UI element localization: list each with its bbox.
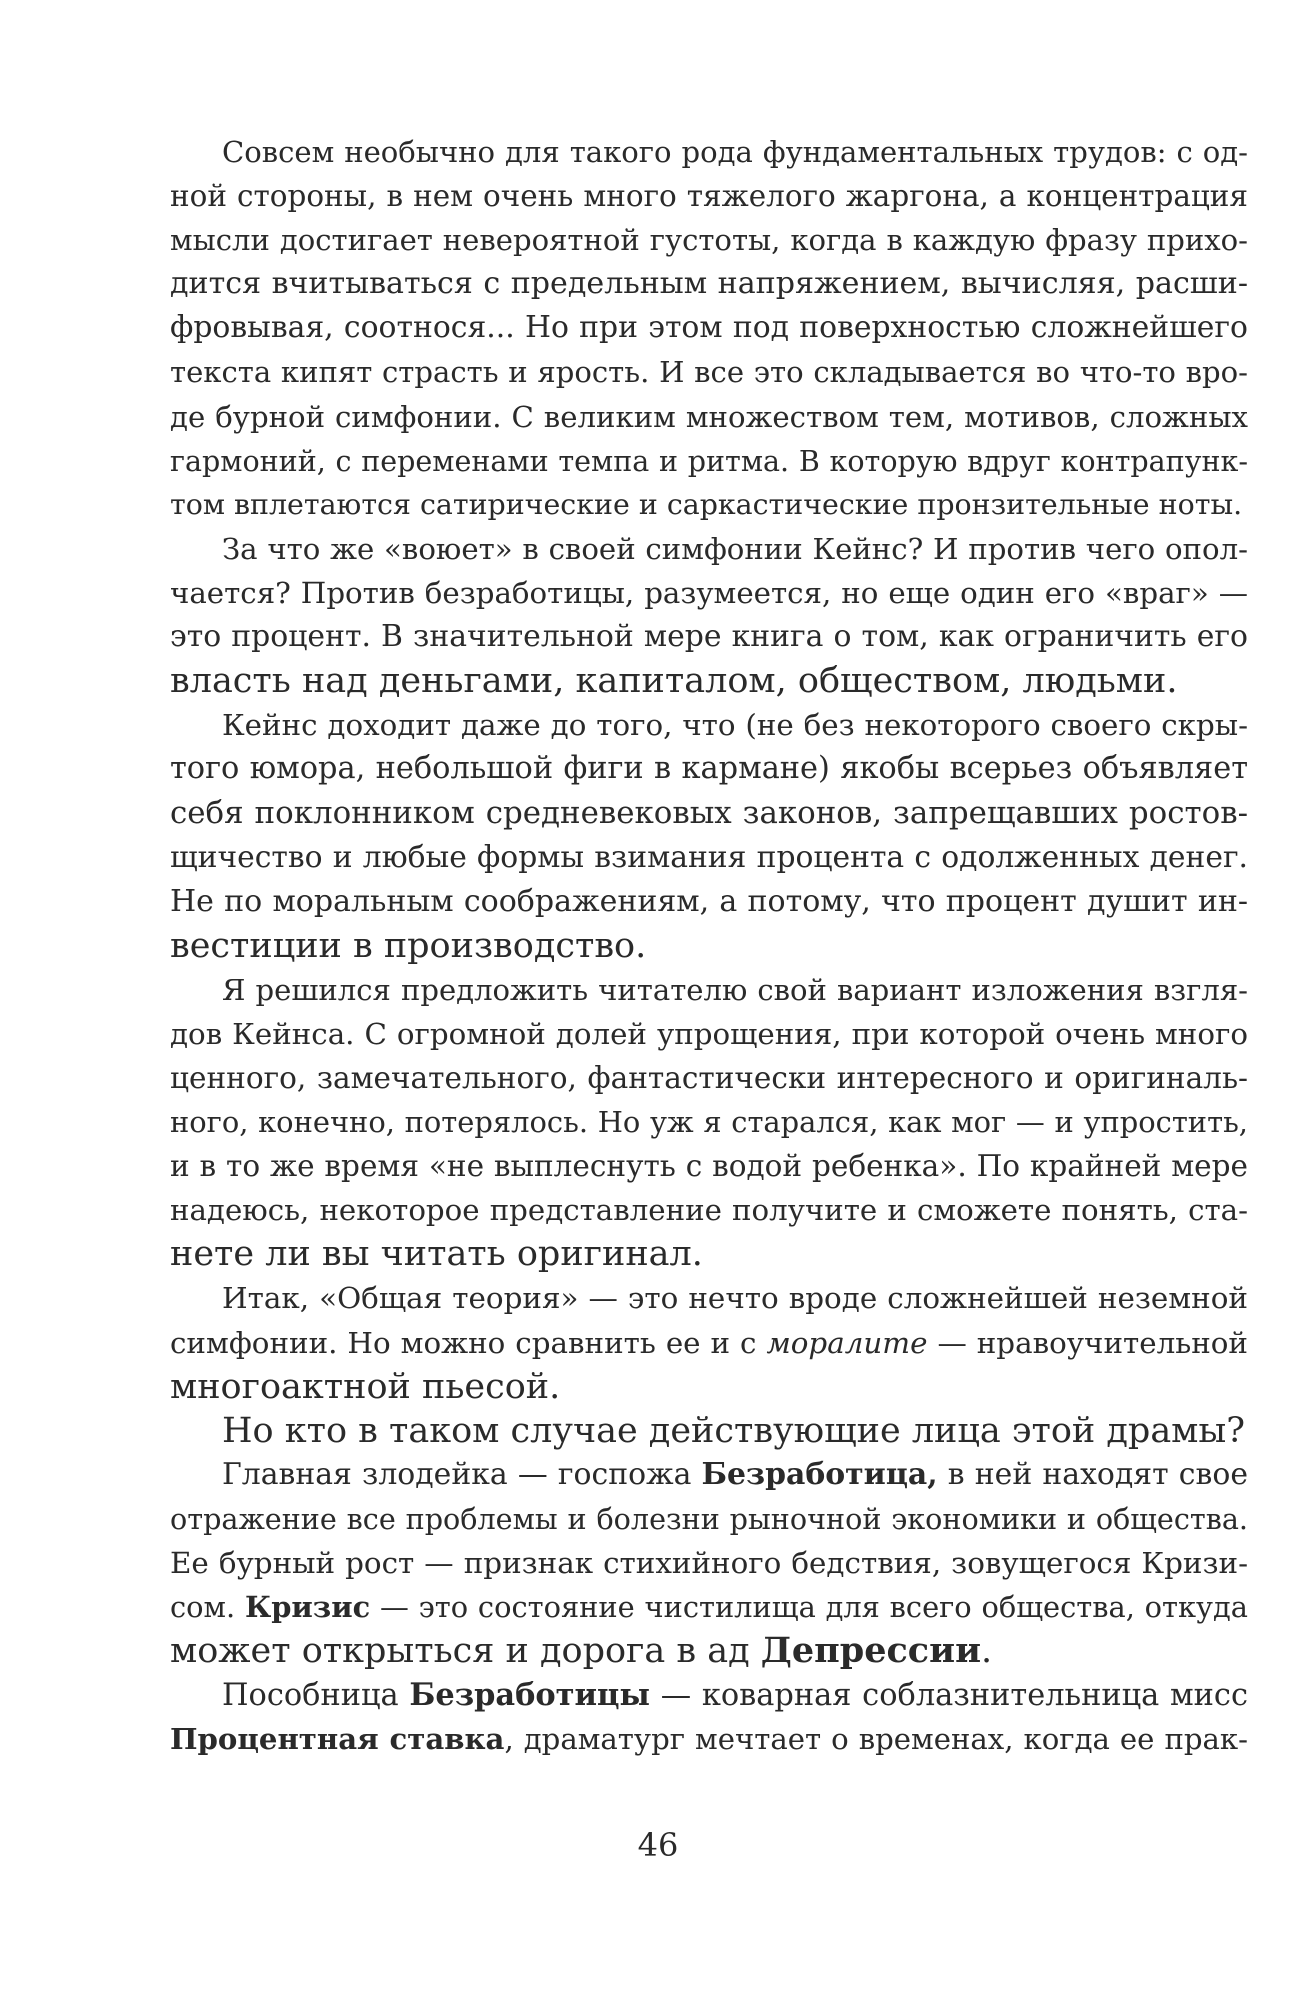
text-segment: Ее бурный рост — признак стихийного бедствия, зовущегося Кризи- <box>170 1546 1248 1580</box>
text-segment: вестиции в производство. <box>170 925 647 966</box>
text-line <box>170 1585 1248 1629</box>
text-segment: Не по моральным соображениям, а потому, что процент душит ин- <box>170 883 1248 919</box>
text-segment: симфонии. Но можно сравнить ее и с <box>170 1325 767 1360</box>
text-segment: Совсем необычно для такого рода фундаментальных трудов: с од- <box>222 135 1248 169</box>
text-segment: дов Кейнса. С огромной долей упрощения, при которой очень много <box>170 1016 1248 1051</box>
text-segment: это процент. В значительной мере книга о том, как ограничить его <box>170 619 1248 655</box>
text-segment: нете ли вы читать оригинал. <box>170 1234 703 1275</box>
bold-term: Депрессии <box>760 1630 982 1672</box>
text-segment: чается? Против безработицы, разумеется, но еще один его «враг» — <box>170 575 1248 610</box>
text-segment: . <box>981 1631 993 1672</box>
text-segment: власть над деньгами, капиталом, обществом, людьми. <box>170 661 1178 702</box>
bold-term: Процентная ставка <box>170 1722 505 1757</box>
text-line <box>170 350 1248 394</box>
text-line <box>170 1541 1248 1585</box>
text-line <box>170 1012 1248 1056</box>
text-segment: Но кто в таком случае действующие лица этой драмы? <box>222 1410 1246 1451</box>
text-line <box>170 527 1248 571</box>
text-line <box>170 439 1248 483</box>
text-segment: дится вчитываться с предельным напряжением, вычисляя, расши- <box>170 266 1248 302</box>
text-segment: Кейнс доходит даже до того, что (не без некоторого своего скры- <box>222 708 1248 743</box>
text-segment: сом. <box>170 1590 245 1625</box>
text-segment: в ней находят свое <box>937 1456 1248 1492</box>
text-line <box>170 1321 1248 1365</box>
text-segment: того юмора, небольшой фиги в кармане) якобы всерьез объявляет <box>170 751 1248 787</box>
text-line <box>170 1056 1248 1100</box>
text-segment: За что же «воюет» в своей симфонии Кейнс? И против чего опол- <box>222 531 1248 566</box>
text-segment: — это состояние чистилища для всего общества, откуда <box>370 1590 1248 1625</box>
text-line <box>170 703 1248 747</box>
text-line <box>170 1365 1248 1409</box>
text-line <box>170 1629 1248 1673</box>
text-line <box>170 174 1248 218</box>
text-segment: надеюсь, некоторое представление получите и сможете понять, ста- <box>170 1193 1248 1228</box>
text-line <box>170 395 1248 439</box>
text-segment: том вплетаются сатирические и саркастические пронзительные ноты. <box>170 487 1243 521</box>
text-line <box>170 262 1248 306</box>
text-segment: отражение все проблемы и болезни рыночной экономики и общества. <box>170 1501 1248 1536</box>
text-line <box>170 571 1248 615</box>
text-line <box>170 1497 1248 1541</box>
text-line <box>170 659 1248 703</box>
text-line <box>170 836 1248 880</box>
bold-term: Кризис <box>244 1590 371 1625</box>
text-segment: фровывая, соотнося... Но при этом под поверхностью сложнейшего <box>170 310 1248 346</box>
text-line <box>170 791 1248 835</box>
text-segment: де бурной симфонии. С великим множеством тем, мотивов, сложных <box>170 399 1248 434</box>
text-segment: Итак, «Общая теория» — это нечто вроде сложнейшей неземной <box>222 1281 1248 1316</box>
text-segment: текста кипят страсть и ярость. И все это складывается во что-то вро- <box>170 355 1248 390</box>
text-line <box>170 968 1248 1012</box>
text-segment: гармоний, с переменами темпа и ритма. В которую вдруг контрапунк- <box>170 443 1248 478</box>
text-segment: ценного, замечательного, фантастически интересного и оригиналь- <box>170 1060 1248 1095</box>
text-segment: щичество и любые формы взимания процента с одолженных денег. <box>170 839 1248 875</box>
text-segment: Я решился предложить читателю свой вариант изложения взгля- <box>222 972 1248 1007</box>
text-segment: многоактной пьесой. <box>170 1366 561 1407</box>
text-segment: — нравоучительной <box>927 1325 1248 1360</box>
text-line <box>170 1232 1248 1276</box>
text-segment: ного, конечно, потерялось. Но уж я старался, как мог — и упростить, <box>170 1105 1248 1140</box>
text-line <box>170 1453 1248 1497</box>
text-line <box>170 1188 1248 1232</box>
text-line <box>170 1673 1248 1717</box>
page-text <box>170 130 1248 1761</box>
text-segment: , драматург мечтает о временах, когда ее прак- <box>504 1722 1248 1757</box>
text-segment: себя поклонником средневековых законов, запрещавших ростов- <box>170 795 1248 832</box>
text-line <box>170 130 1248 174</box>
text-line <box>170 1144 1248 1188</box>
text-segment: — коварная соблазнительница мисс <box>650 1678 1248 1714</box>
text-line <box>170 306 1248 350</box>
text-line <box>170 747 1248 791</box>
text-line <box>170 1100 1248 1144</box>
text-line <box>170 924 1248 968</box>
text-line <box>170 218 1248 262</box>
text-segment: и в то же время «не выплеснуть с водой ребенка». По крайней мере <box>170 1149 1248 1184</box>
text-segment: ной стороны, в нем очень много тяжелого жаргона, а концентрация <box>170 179 1248 214</box>
page-number: 46 <box>637 1826 679 1864</box>
text-line <box>170 1717 1248 1761</box>
text-line <box>170 1276 1248 1320</box>
text-segment: Пособница <box>222 1678 410 1714</box>
text-line <box>170 615 1248 659</box>
text-line <box>170 880 1248 924</box>
bold-term: Безработицы <box>409 1677 650 1714</box>
text-line <box>170 1409 1248 1453</box>
italic-term: моралите <box>766 1325 928 1360</box>
text-segment: может открыться и дорога в ад <box>170 1631 761 1672</box>
text-segment: мысли достигает невероятной густоты, когда в каждую фразу прихо- <box>170 223 1248 258</box>
text-segment: Главная злодейка — госпожа <box>222 1456 702 1492</box>
bold-term: Безработица, <box>701 1456 938 1492</box>
text-line <box>170 483 1248 527</box>
